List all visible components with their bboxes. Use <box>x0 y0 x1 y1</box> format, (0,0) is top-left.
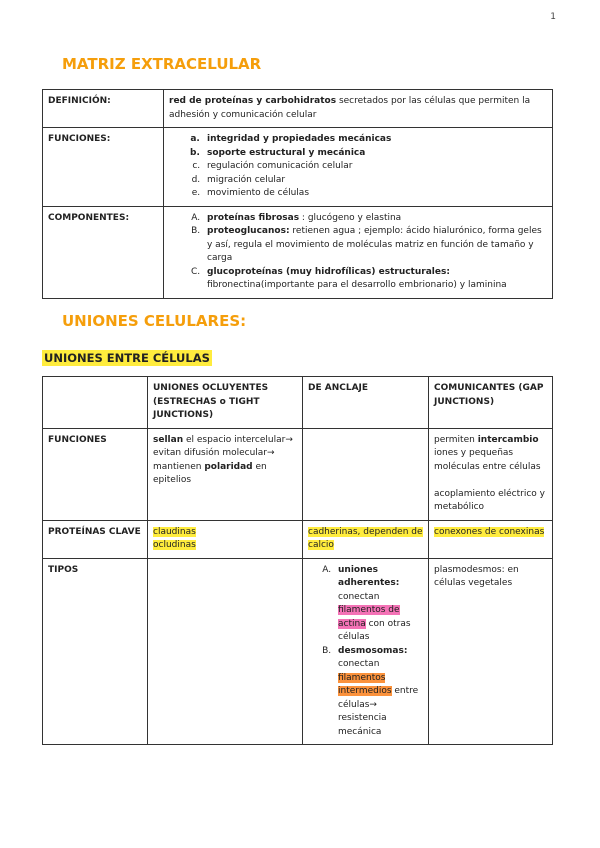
header-ocluyentes: UNIONES OCLUYENTES (ESTRECHAS o TIGHT JUNCTIONS) <box>148 377 303 429</box>
proteinas-anclaje <box>303 520 429 558</box>
funciones-row-label: FUNCIONES <box>43 428 148 520</box>
definicion-bold: red de proteínas y carbohidratos <box>169 96 337 106</box>
text-fragment: acoplamiento eléctrico y metabólico <box>434 488 545 512</box>
list-item: a. integridad y propiedades mecánicas <box>203 133 547 147</box>
text-fragment: con otras células <box>338 618 411 642</box>
componentes-list <box>169 212 547 293</box>
item-bold: glucoproteínas (muy hidrofílicas) estructurales: <box>207 266 450 277</box>
ocludinas-highlight: ocludinas <box>153 540 196 550</box>
proteinas-comunicantes <box>429 520 553 558</box>
header-comunicantes: COMUNICANTES (GAP JUNCTIONS) <box>429 377 553 429</box>
actina-highlight: filamentos de actina <box>338 605 400 629</box>
list-item <box>334 564 424 645</box>
uniones-table <box>42 376 553 745</box>
item-bold: proteoglucanos: <box>207 226 290 236</box>
item-rest: fibronectina(importante para el desarrollo embrionario) y laminina <box>207 280 507 290</box>
title-matriz-extracelular: MATRIZ EXTRACELULAR <box>62 55 262 73</box>
proteinas-ocluyentes <box>148 520 303 558</box>
item-rest: : glucógeno y elastina <box>299 212 402 223</box>
sellan-bold: sellan <box>153 434 184 445</box>
conexones-highlight: conexones de conexinas <box>434 526 545 537</box>
proteinas-row-label: PROTEÍNAS CLAVE <box>43 520 148 558</box>
list-item: d. migración celular <box>203 174 547 188</box>
header-anclaje: DE ANCLAJE <box>303 377 429 429</box>
funciones-anclaje <box>303 428 429 520</box>
text-fragment: el espacio intercelular→ <box>183 434 293 445</box>
list-item <box>334 645 424 740</box>
definicion-label: DEFINICIÓN: <box>43 90 164 128</box>
table-row <box>43 206 553 298</box>
componentes-list-cell <box>164 206 553 298</box>
table-row <box>43 428 553 520</box>
polaridad-bold: polaridad <box>204 461 253 472</box>
list-item <box>203 266 547 293</box>
text-fragment: evitan difusión molecular→ <box>153 448 275 458</box>
text-fragment: en epitelios <box>153 461 267 485</box>
tipos-anclaje-list <box>308 564 424 740</box>
text-fragment: mantienen <box>153 461 205 472</box>
list-item <box>203 225 547 266</box>
matriz-table <box>42 89 553 299</box>
list-item: b. soporte estructural y mecánica <box>203 147 547 161</box>
tipos-ocluyentes <box>148 558 303 745</box>
list-item: e. movimiento de células <box>203 187 547 201</box>
title-uniones-celulares: UNIONES CELULARES: <box>62 312 247 330</box>
componentes-label: COMPONENTES: <box>43 206 164 298</box>
text-fragment: conectan <box>338 659 380 669</box>
item-bold: proteínas fibrosas <box>207 212 300 223</box>
subtitle-uniones-entre-celulas: UNIONES ENTRE CÉLULAS <box>44 351 210 365</box>
funciones-ocluyentes <box>148 428 303 520</box>
funciones-list-cell <box>164 128 553 207</box>
text-fragment: entre células→ resistencia mecánica <box>338 686 419 737</box>
item-bold: desmosomas: <box>338 645 408 656</box>
intermedios-highlight: filamentos intermedios <box>338 672 392 696</box>
definicion-text <box>164 90 553 128</box>
list-item <box>203 212 547 226</box>
tipos-anclaje <box>303 558 429 745</box>
tipos-row-label: TIPOS <box>43 558 148 745</box>
list-item: c. regulación comunicación celular <box>203 160 547 174</box>
table-row <box>43 520 553 558</box>
definicion-rest: secretados por las células que permiten la adhesión y comunicación celular <box>169 96 531 120</box>
item-bold: uniones adherentes: <box>338 564 400 588</box>
intercambio-bold: intercambio <box>477 434 539 445</box>
tipos-comunicantes: plasmodesmos: en células vegetales <box>429 558 553 745</box>
text-fragment: conectan <box>338 591 380 602</box>
cadherinas-highlight: cadherinas, dependen de calcio <box>308 526 423 550</box>
text-fragment: permiten <box>434 434 478 445</box>
table-row <box>43 128 553 207</box>
table-row <box>43 558 553 745</box>
table-header-row <box>43 377 553 429</box>
claudinas-highlight: claudinas <box>153 526 196 537</box>
funciones-label: FUNCIONES: <box>43 128 164 207</box>
table-row <box>43 90 553 128</box>
item-rest: retienen agua ; ejemplo: ácido hialurónico, forma geles y así, regula el movimiento de moléculas matriz en función de tamaño y carga <box>207 226 542 263</box>
text-fragment: iones y pequeñas moléculas entre células <box>434 448 541 472</box>
funciones-list <box>169 133 547 201</box>
page-number: 1 <box>550 12 556 22</box>
header-empty <box>43 377 148 429</box>
funciones-comunicantes <box>429 428 553 520</box>
